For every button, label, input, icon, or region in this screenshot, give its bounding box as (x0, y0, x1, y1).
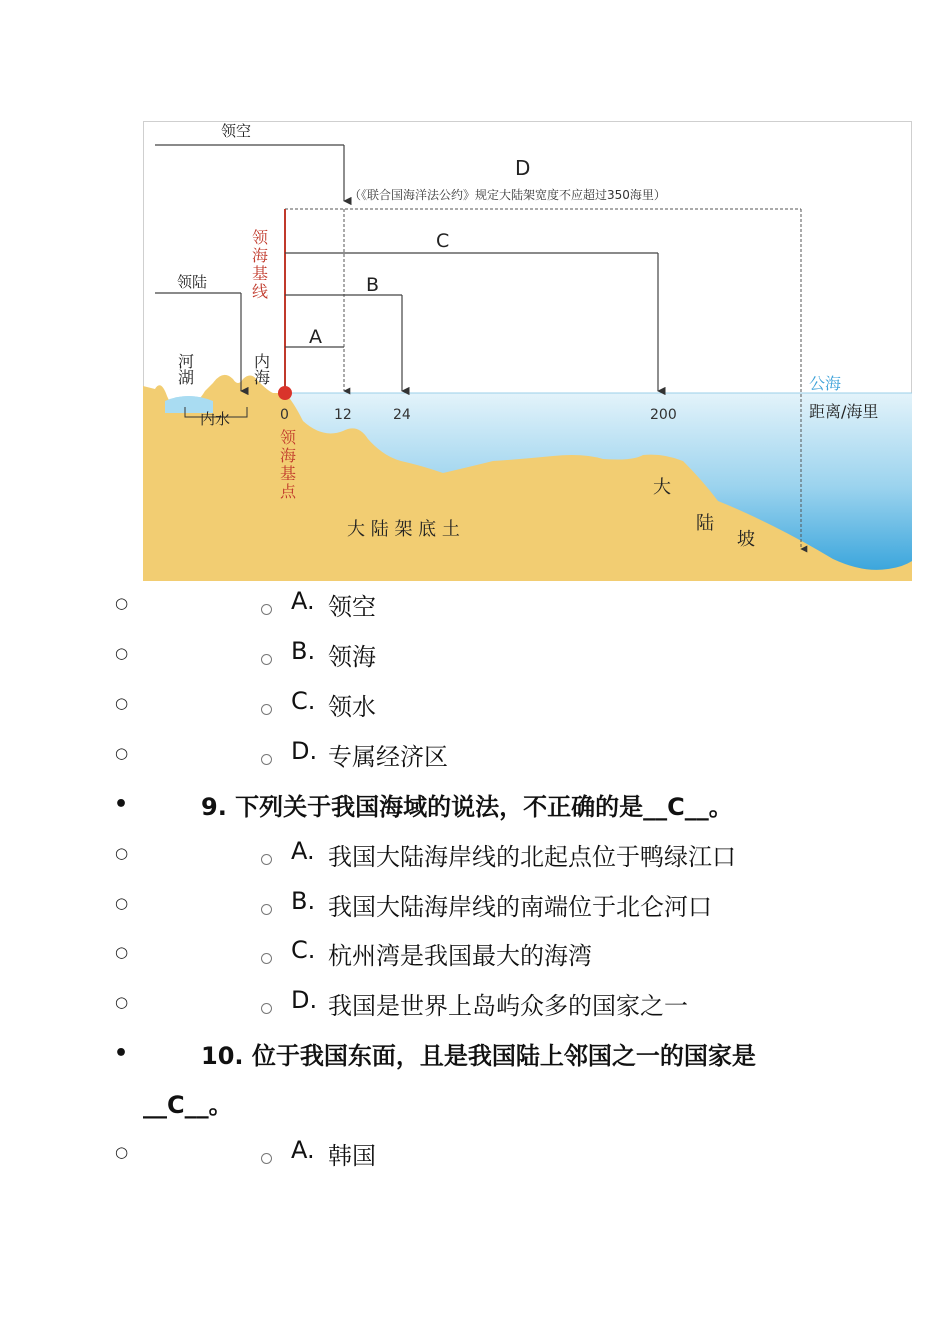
question-bullet: • (114, 1041, 129, 1066)
option-row (0, 636, 950, 676)
radio-button[interactable] (261, 953, 272, 964)
tick-label: 24 (393, 407, 411, 423)
option-letter: D. (291, 737, 318, 765)
question-9 (0, 786, 950, 826)
sub-bullet: ○ (115, 744, 129, 762)
option-letter: A. (291, 837, 315, 865)
option-text: 韩国 (328, 1142, 376, 1170)
inland-sea-label: 内海 (251, 353, 271, 385)
option-letter: C. (291, 936, 316, 964)
sub-bullet: ○ (115, 894, 129, 912)
option-letter: C. (291, 687, 316, 715)
radio-button[interactable] (261, 904, 272, 915)
question-10-continuation (0, 1084, 950, 1124)
question-bullet: • (114, 792, 129, 817)
slope-label-3: 坡 (737, 529, 755, 550)
baseline-label: 领海基线 (249, 229, 269, 301)
territory-diagram (143, 121, 912, 581)
slope-label-1: 大 (653, 477, 671, 498)
option-row (0, 586, 950, 626)
option-letter: B. (291, 887, 316, 915)
option-letter: A. (291, 1136, 315, 1164)
sub-bullet: ○ (115, 1143, 129, 1161)
radio-button[interactable] (261, 1003, 272, 1014)
radio-button[interactable] (261, 704, 272, 715)
sub-bullet: ○ (115, 694, 129, 712)
option-text: 专属经济区 (328, 743, 448, 771)
question-text: 10. 位于我国东面，且是我国陆上邻国之一的国家是 (201, 1042, 756, 1070)
high-seas-label: 公海 (809, 374, 842, 393)
option-text: 杭州湾是我国最大的海湾 (328, 942, 592, 970)
river-lake-label: 河湖 (175, 353, 195, 385)
question-text-cont: __C__。 (143, 1091, 233, 1119)
airspace-label: 领空 (221, 122, 252, 140)
option-text: 领水 (328, 693, 376, 721)
shelf-soil-label: 大 陆 架 底 土 (347, 519, 460, 540)
d-note: （《联合国海洋法公约》规定大陆架宽度不应超过350海里） (349, 188, 666, 202)
option-row (0, 1135, 950, 1175)
radio-button[interactable] (261, 604, 272, 615)
label-a: A (309, 326, 322, 348)
slope-label-2: 陆 (696, 513, 714, 534)
radio-button[interactable] (261, 654, 272, 665)
tick-label: 0 (280, 407, 289, 423)
question-10 (0, 1035, 950, 1075)
internal-water-label: 内水 (200, 410, 231, 428)
radio-button[interactable] (261, 1153, 272, 1164)
question-text: 9. 下列关于我国海域的说法，不正确的是__C__。 (201, 793, 733, 821)
sub-bullet: ○ (115, 943, 129, 961)
radio-button[interactable] (261, 754, 272, 765)
option-row (0, 736, 950, 776)
option-text: 我国大陆海岸线的南端位于北仑河口 (328, 893, 712, 921)
option-letter: B. (291, 637, 316, 665)
option-row (0, 836, 950, 876)
sub-bullet: ○ (115, 844, 129, 862)
option-text: 我国大陆海岸线的北起点位于鸭绿江口 (328, 843, 736, 871)
basepoint-dot (278, 386, 292, 400)
option-row (0, 886, 950, 926)
radio-button[interactable] (261, 854, 272, 865)
option-row (0, 686, 950, 726)
option-letter: D. (291, 986, 318, 1014)
land-label: 领陆 (177, 273, 208, 291)
option-text: 我国是世界上岛屿众多的国家之一 (328, 992, 688, 1020)
sub-bullet: ○ (115, 993, 129, 1011)
territory-diagram-svg (143, 121, 912, 581)
label-d: D (515, 156, 531, 180)
option-text: 领海 (328, 643, 376, 671)
sub-bullet: ○ (115, 644, 129, 662)
sub-bullet: ○ (115, 594, 129, 612)
option-row (0, 985, 950, 1025)
tick-label: 12 (334, 407, 352, 423)
option-text: 领空 (328, 593, 376, 621)
distance-unit-label: 距离/海里 (809, 402, 879, 421)
tick-label: 200 (650, 407, 677, 423)
label-c: C (436, 230, 450, 252)
basepoint-label: 领海基点 (277, 429, 297, 501)
option-letter: A. (291, 587, 315, 615)
label-b: B (366, 274, 380, 296)
option-row (0, 935, 950, 975)
